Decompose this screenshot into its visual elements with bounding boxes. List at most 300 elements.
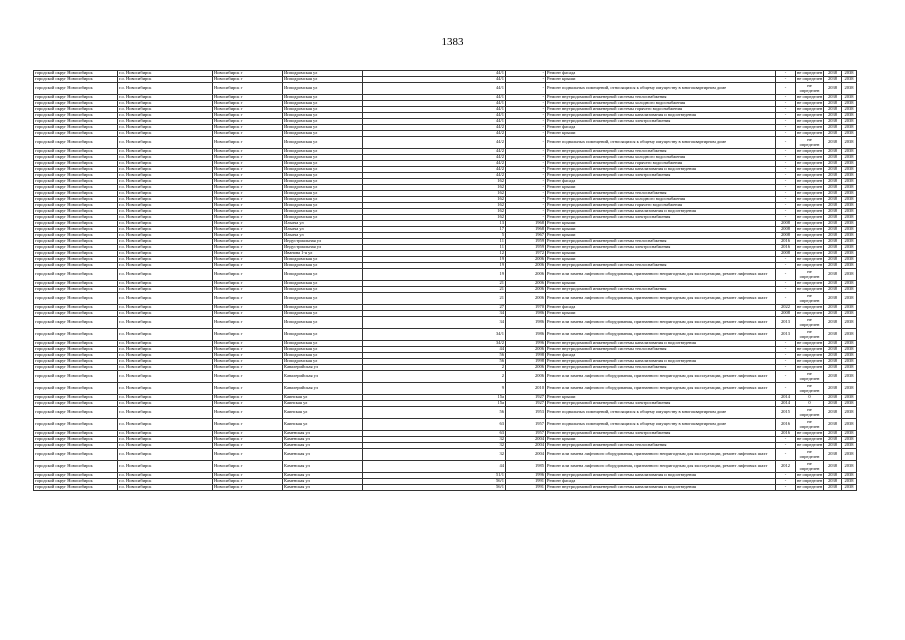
house-number-cell: 15а xyxy=(363,395,506,401)
plan-start-cell: 2038 xyxy=(824,395,842,401)
municipality-cell: городской округ Новосибирск xyxy=(34,347,118,353)
plan-end-cell: 2038 xyxy=(842,479,857,485)
city-district-cell: г.о. Новосибирск xyxy=(118,185,213,191)
last-repair-year-cell: - xyxy=(776,281,796,287)
settlement-cell: Новосибирск г xyxy=(213,101,283,107)
cost-cell: не определен xyxy=(797,124,823,130)
build-year-cell: 1927 xyxy=(506,395,546,401)
work-type-cell: Ремонт внутридомовой инженерной системы канализования и водоотведения xyxy=(546,485,776,491)
last-repair-year-cell: 2016 xyxy=(776,239,796,245)
plan-end-cell: 2038 xyxy=(842,125,857,131)
plan-end-cell: 2038 xyxy=(842,473,857,479)
city-district-cell: г.о. Новосибирск xyxy=(118,125,213,131)
plan-end-cell: 2038 xyxy=(842,401,857,407)
municipality-cell: городской округ Новосибирск xyxy=(34,401,118,407)
work-type-cell: Ремонт фасада xyxy=(546,353,776,359)
city-district-cell: г.о. Новосибирск xyxy=(118,371,213,383)
build-year-cell: 1927 xyxy=(506,401,546,407)
plan-end-cell: 2038 xyxy=(842,107,857,113)
city-district-cell: г.о. Новосибирск xyxy=(118,269,213,281)
work-type-cell: Ремонт внутридомовой инженерной системы канализования и водоотведения xyxy=(546,359,776,365)
house-number-cell: 19 xyxy=(363,263,506,269)
house-number-cell: 21 xyxy=(363,293,506,305)
municipality-cell: городской округ Новосибирск xyxy=(34,305,118,311)
work-type-cell: Ремонт крыши xyxy=(546,395,776,401)
work-type-cell: Ремонт крыши xyxy=(546,227,776,233)
cost-cell: не определен xyxy=(797,478,823,484)
settlement-cell: Новосибирск г xyxy=(213,83,283,95)
municipality-cell: городской округ Новосибирск xyxy=(34,317,118,329)
work-type-cell: Ремонт крыши xyxy=(546,221,776,227)
last-repair-year-cell: 2008 xyxy=(776,251,796,257)
cost-cell: не определен xyxy=(797,256,823,262)
build-year-cell: 1968 xyxy=(506,227,546,233)
work-type-cell: Ремонт или замена лифтового оборудования, признанного непригодным для эксплуатации, ремонт лифтовых шахт xyxy=(546,371,776,383)
house-number-cell: 162 xyxy=(363,185,506,191)
street-cell: Каменская ул xyxy=(283,449,363,461)
municipality-cell: городской округ Новосибирск xyxy=(34,257,118,263)
settlement-cell: Новосибирск г xyxy=(213,161,283,167)
city-district-cell: г.о. Новосибирск xyxy=(118,233,213,239)
last-repair-year-cell: - xyxy=(776,473,796,479)
house-number-cell: 56/1 xyxy=(363,485,506,491)
plan-end-cell: 2038 xyxy=(842,305,857,311)
city-district-cell: г.о. Новосибирск xyxy=(118,353,213,359)
plan-end-cell: 2038 xyxy=(842,185,857,191)
last-repair-year-cell: - xyxy=(776,107,796,113)
last-repair-year-cell: - xyxy=(776,185,796,191)
cost-cell: не определен xyxy=(797,166,823,172)
settlement-cell: Новосибирск г xyxy=(213,371,283,383)
cost-cell: не определен xyxy=(796,83,824,95)
settlement-cell: Новосибирск г xyxy=(213,203,283,209)
plan-start-cell: 2038 xyxy=(824,131,842,137)
cost-cell: не определен xyxy=(797,118,823,124)
street-cell: Ипподромская ул xyxy=(283,197,363,203)
plan-end-cell: 2038 xyxy=(842,485,857,491)
build-year-cell: 2006 xyxy=(506,257,546,263)
municipality-cell: городской округ Новосибирск xyxy=(34,263,118,269)
last-repair-year-cell: 2013 xyxy=(776,317,796,329)
street-cell: Кавалерийская ул xyxy=(283,383,363,395)
settlement-cell: Новосибирск г xyxy=(213,251,283,257)
house-number-cell: 21 xyxy=(363,287,506,293)
street-cell: Ильича ул xyxy=(283,221,363,227)
build-year-cell: - xyxy=(506,107,546,113)
build-year-cell: - xyxy=(506,101,546,107)
plan-start-cell: 2038 xyxy=(824,257,842,263)
city-district-cell: г.о. Новосибирск xyxy=(118,83,213,95)
street-cell: Ипподромская ул xyxy=(283,119,363,125)
city-district-cell: г.о. Новосибирск xyxy=(118,203,213,209)
last-repair-year-cell: - xyxy=(776,101,796,107)
last-repair-year-cell: 2008 xyxy=(776,227,796,233)
street-cell: Ипподромская ул xyxy=(283,155,363,161)
work-type-cell: Ремонт внутридомовой инженерной системы теплоснабжения xyxy=(546,149,776,155)
city-district-cell: г.о. Новосибирск xyxy=(118,347,213,353)
last-repair-year-cell: - xyxy=(776,479,796,485)
last-repair-year-cell: - xyxy=(776,149,796,155)
work-type-cell: Ремонт подвальных помещений, относящихся к общему имуществу в многоквартирном доме xyxy=(546,137,776,149)
table-row xyxy=(34,329,857,341)
build-year-cell: - xyxy=(506,191,546,197)
street-cell: Каменская ул xyxy=(283,437,363,443)
city-district-cell: г.о. Новосибирск xyxy=(118,101,213,107)
municipality-cell: городской округ Новосибирск xyxy=(34,449,118,461)
municipality-cell: городской округ Новосибирск xyxy=(34,461,118,473)
house-number-cell: 32 xyxy=(363,437,506,443)
plan-start-cell: 2038 xyxy=(824,221,842,227)
house-number-cell: 5 xyxy=(363,233,506,239)
house-number-cell: 19 xyxy=(363,269,506,281)
work-type-cell: Ремонт крыши xyxy=(546,185,776,191)
cost-cell: не определен xyxy=(797,250,823,256)
cost-cell: не определен xyxy=(796,383,824,395)
street-cell: Каменская ул xyxy=(283,431,363,437)
build-year-cell: 1972 xyxy=(506,251,546,257)
settlement-cell: Новосибирск г xyxy=(213,485,283,491)
plan-start-cell: 2038 xyxy=(824,269,842,281)
city-district-cell: г.о. Новосибирск xyxy=(118,77,213,83)
table-row xyxy=(34,383,857,395)
plan-end-cell: 2038 xyxy=(842,431,857,437)
house-number-cell: 34/1 xyxy=(363,329,506,341)
build-year-cell: 1959 xyxy=(506,245,546,251)
build-year-cell: 1991 xyxy=(506,485,546,491)
house-number-cell: 162 xyxy=(363,197,506,203)
settlement-cell: Новосибирск г xyxy=(213,401,283,407)
work-type-cell: Ремонт или замена лифтового оборудования, признанного непригодным для эксплуатации, ремонт лифтовых шахт xyxy=(546,317,776,329)
municipality-cell: городской округ Новосибирск xyxy=(34,341,118,347)
settlement-cell: Новосибирск г xyxy=(213,179,283,185)
settlement-cell: Новосибирск г xyxy=(213,191,283,197)
build-year-cell: 1986 xyxy=(506,311,546,317)
city-district-cell: г.о. Новосибирск xyxy=(118,305,213,311)
street-cell: Ипподромская ул xyxy=(283,257,363,263)
build-year-cell: - xyxy=(506,137,546,149)
house-number-cell: 162 xyxy=(363,191,506,197)
plan-start-cell: 2038 xyxy=(824,443,842,449)
settlement-cell: Новосибирск г xyxy=(213,77,283,83)
house-number-cell: 162 xyxy=(363,203,506,209)
cost-cell: не определен xyxy=(797,190,823,196)
settlement-cell: Новосибирск г xyxy=(213,263,283,269)
city-district-cell: г.о. Новосибирск xyxy=(118,449,213,461)
build-year-cell: - xyxy=(506,113,546,119)
street-cell: Ипподромская ул xyxy=(283,263,363,269)
build-year-cell: - xyxy=(506,179,546,185)
cost-cell: не определен xyxy=(796,407,824,419)
city-district-cell: г.о. Новосибирск xyxy=(118,257,213,263)
street-cell: Каменская ул xyxy=(283,485,363,491)
work-type-cell: Ремонт крыши xyxy=(546,281,776,287)
house-number-cell: 44/1 xyxy=(363,101,506,107)
house-number-cell: 12 xyxy=(363,251,506,257)
last-repair-year-cell: - xyxy=(776,449,796,461)
house-number-cell: 44 xyxy=(363,461,506,473)
table-row xyxy=(34,419,857,431)
street-cell: Ипподромская ул xyxy=(283,359,363,365)
plan-start-cell: 2038 xyxy=(824,371,842,383)
city-district-cell: г.о. Новосибирск xyxy=(118,107,213,113)
plan-end-cell: 2038 xyxy=(842,449,857,461)
settlement-cell: Новосибирск г xyxy=(213,449,283,461)
cost-cell: не определен xyxy=(797,262,823,268)
city-district-cell: г.о. Новосибирск xyxy=(118,179,213,185)
street-cell: Ипподромская ул xyxy=(283,113,363,119)
build-year-cell: - xyxy=(506,161,546,167)
build-year-cell: - xyxy=(506,173,546,179)
capital-repair-table xyxy=(33,70,857,491)
plan-end-cell: 2038 xyxy=(842,161,857,167)
last-repair-year-cell: - xyxy=(776,485,796,491)
cost-cell: не определен xyxy=(797,214,823,220)
last-repair-year-cell: - xyxy=(776,167,796,173)
house-number-cell: 56/1 xyxy=(363,479,506,485)
last-repair-year-cell: 2008 xyxy=(776,311,796,317)
municipality-cell: городской округ Новосибирск xyxy=(34,329,118,341)
build-year-cell: 1953 xyxy=(506,407,546,419)
work-type-cell: Ремонт подвальных помещений, относящихся к общему имуществу в многоквартирном доме xyxy=(546,407,776,419)
page-number: 1383 xyxy=(441,36,464,48)
cost-cell: не определен xyxy=(797,154,823,160)
municipality-cell: городской округ Новосибирск xyxy=(34,353,118,359)
work-type-cell: Ремонт внутридомовой инженерной системы холодного водоснабжения xyxy=(546,197,776,203)
settlement-cell: Новосибирск г xyxy=(213,359,283,365)
last-repair-year-cell: - xyxy=(776,113,796,119)
cost-cell: не определен xyxy=(796,419,824,431)
plan-end-cell: 2038 xyxy=(842,227,857,233)
municipality-cell: городской округ Новосибирск xyxy=(34,407,118,419)
city-district-cell: г.о. Новосибирск xyxy=(118,197,213,203)
last-repair-year-cell: 2012 xyxy=(776,461,796,473)
city-district-cell: г.о. Новосибирск xyxy=(118,113,213,119)
build-year-cell: - xyxy=(506,197,546,203)
last-repair-year-cell: - xyxy=(776,215,796,221)
work-type-cell: Ремонт внутридомовой инженерной системы электроснабжения xyxy=(546,173,776,179)
settlement-cell: Новосибирск г xyxy=(213,185,283,191)
street-cell: Ипподромская ул xyxy=(283,311,363,317)
plan-end-cell: 2038 xyxy=(842,365,857,371)
last-repair-year-cell: - xyxy=(776,341,796,347)
build-year-cell: - xyxy=(506,167,546,173)
last-repair-year-cell: - xyxy=(776,269,796,281)
city-district-cell: г.о. Новосибирск xyxy=(118,443,213,449)
build-year-cell: 2006 xyxy=(506,263,546,269)
municipality-cell: городской округ Новосибирск xyxy=(34,71,118,77)
cost-cell: не определен xyxy=(797,346,823,352)
plan-start-cell: 2038 xyxy=(824,197,842,203)
settlement-cell: Новосибирск г xyxy=(213,119,283,125)
municipality-cell: городской округ Новосибирск xyxy=(34,191,118,197)
house-number-cell: 2 xyxy=(363,365,506,371)
house-number-cell: 11 xyxy=(363,245,506,251)
plan-start-cell: 2038 xyxy=(824,365,842,371)
municipality-cell: городской округ Новосибирск xyxy=(34,203,118,209)
settlement-cell: Новосибирск г xyxy=(213,221,283,227)
last-repair-year-cell: - xyxy=(776,371,796,383)
plan-end-cell: 2038 xyxy=(842,371,857,383)
settlement-cell: Новосибирск г xyxy=(213,257,283,263)
municipality-cell: городской округ Новосибирск xyxy=(34,473,118,479)
city-district-cell: г.о. Новосибирск xyxy=(118,287,213,293)
house-number-cell: 44/1 xyxy=(363,77,506,83)
table-row xyxy=(34,317,857,329)
cost-cell: не определен xyxy=(796,329,824,341)
last-repair-year-cell: - xyxy=(776,209,796,215)
municipality-cell: городской округ Новосибирск xyxy=(34,239,118,245)
municipality-cell: городской округ Новосибирск xyxy=(34,197,118,203)
street-cell: Ипподромская ул xyxy=(283,203,363,209)
city-district-cell: г.о. Новосибирск xyxy=(118,437,213,443)
work-type-cell: Ремонт внутридомовой инженерной системы электроснабжения xyxy=(546,215,776,221)
plan-start-cell: 2038 xyxy=(824,101,842,107)
street-cell: Ипподромская ул xyxy=(283,137,363,149)
plan-start-cell: 2038 xyxy=(824,161,842,167)
cost-cell: не определен xyxy=(797,244,823,250)
work-type-cell: Ремонт крыши xyxy=(546,437,776,443)
work-type-cell: Ремонт внутридомовой инженерной системы теплоснабжения xyxy=(546,191,776,197)
street-cell: Ипподромская ул xyxy=(283,341,363,347)
house-number-cell: 63 xyxy=(363,419,506,431)
last-repair-year-cell: - xyxy=(776,191,796,197)
street-cell: Ипподромская ул xyxy=(283,179,363,185)
work-type-cell: Ремонт внутридомовой инженерной системы канализования и водоотведения xyxy=(546,167,776,173)
build-year-cell: 2010 xyxy=(506,383,546,395)
house-number-cell: 44/1 xyxy=(363,95,506,101)
city-district-cell: г.о. Новосибирск xyxy=(118,485,213,491)
last-repair-year-cell: - xyxy=(776,131,796,137)
build-year-cell: 1986 xyxy=(506,329,546,341)
work-type-cell: Ремонт внутридомовой инженерной системы теплоснабжения xyxy=(546,263,776,269)
last-repair-year-cell: 2015 xyxy=(776,407,796,419)
municipality-cell: городской округ Новосибирск xyxy=(34,119,118,125)
street-cell: Ипподромская ул xyxy=(283,125,363,131)
work-type-cell: Ремонт фасада xyxy=(546,179,776,185)
work-type-cell: Ремонт крыши xyxy=(546,131,776,137)
work-type-cell: Ремонт внутридомовой инженерной системы теплоснабжения xyxy=(546,443,776,449)
plan-end-cell: 2038 xyxy=(842,257,857,263)
settlement-cell: Новосибирск г xyxy=(213,149,283,155)
municipality-cell: городской округ Новосибирск xyxy=(34,371,118,383)
city-district-cell: г.о. Новосибирск xyxy=(118,71,213,77)
work-type-cell: Ремонт или замена лифтового оборудования, признанного непригодным для эксплуатации, ремонт лифтовых шахт xyxy=(546,461,776,473)
house-number-cell: 34 xyxy=(363,317,506,329)
work-type-cell: Ремонт подвальных помещений, относящихся к общему имуществу в многоквартирном доме xyxy=(546,419,776,431)
street-cell: Каинская ул xyxy=(283,401,363,407)
cost-cell: не определен xyxy=(797,160,823,166)
work-type-cell: Ремонт крыши xyxy=(546,233,776,239)
last-repair-year-cell: - xyxy=(776,83,796,95)
municipality-cell: городской округ Новосибирск xyxy=(34,293,118,305)
build-year-cell: - xyxy=(506,203,546,209)
plan-end-cell: 2038 xyxy=(842,77,857,83)
work-type-cell: Ремонт внутридомовой инженерной системы электроснабжения xyxy=(546,245,776,251)
cost-cell: не определен xyxy=(796,461,824,473)
work-type-cell: Ремонт внутридомовой инженерной системы теплоснабжения xyxy=(546,347,776,353)
city-district-cell: г.о. Новосибирск xyxy=(118,419,213,431)
last-repair-year-cell: - xyxy=(776,203,796,209)
city-district-cell: г.о. Новосибирск xyxy=(118,365,213,371)
plan-end-cell: 2038 xyxy=(842,251,857,257)
plan-start-cell: 2038 xyxy=(824,407,842,419)
house-number-cell: 44/2 xyxy=(363,173,506,179)
settlement-cell: Новосибирск г xyxy=(213,479,283,485)
house-number-cell: 56 xyxy=(363,353,506,359)
table-row xyxy=(34,407,857,419)
settlement-cell: Новосибирск г xyxy=(213,227,283,233)
work-type-cell: Ремонт внутридомовой инженерной системы холодного водоснабжения xyxy=(546,155,776,161)
plan-end-cell: 2038 xyxy=(842,407,857,419)
build-year-cell: 2006 xyxy=(506,281,546,287)
plan-start-cell: 2038 xyxy=(824,479,842,485)
plan-end-cell: 2038 xyxy=(842,179,857,185)
city-district-cell: г.о. Новосибирск xyxy=(118,263,213,269)
city-district-cell: г.о. Новосибирск xyxy=(118,215,213,221)
municipality-cell: городской округ Новосибирск xyxy=(34,161,118,167)
plan-end-cell: 2038 xyxy=(842,101,857,107)
cost-cell: не определен xyxy=(797,184,823,190)
plan-end-cell: 2038 xyxy=(842,245,857,251)
city-district-cell: г.о. Новосибирск xyxy=(118,95,213,101)
plan-start-cell: 2038 xyxy=(824,347,842,353)
settlement-cell: Новосибирск г xyxy=(213,173,283,179)
street-cell: Каинская ул xyxy=(283,407,363,419)
plan-end-cell: 2038 xyxy=(842,353,857,359)
house-number-cell: 11 xyxy=(363,239,506,245)
cost-cell: не определен xyxy=(797,358,823,364)
plan-start-cell: 2038 xyxy=(824,155,842,161)
work-type-cell: Ремонт фасада xyxy=(546,71,776,77)
settlement-cell: Новосибирск г xyxy=(213,113,283,119)
house-number-cell: 32 xyxy=(363,443,506,449)
build-year-cell: - xyxy=(506,209,546,215)
build-year-cell: 1967 xyxy=(506,233,546,239)
settlement-cell: Новосибирск г xyxy=(213,383,283,395)
municipality-cell: городской округ Новосибирск xyxy=(34,125,118,131)
city-district-cell: г.о. Новосибирск xyxy=(118,155,213,161)
municipality-cell: городской округ Новосибирск xyxy=(34,101,118,107)
plan-start-cell: 2038 xyxy=(824,107,842,113)
settlement-cell: Новосибирск г xyxy=(213,239,283,245)
settlement-cell: Новосибирск г xyxy=(213,197,283,203)
last-repair-year-cell: - xyxy=(776,155,796,161)
last-repair-year-cell: 2022 xyxy=(776,305,796,311)
build-year-cell: 2004 xyxy=(506,443,546,449)
municipality-cell: городской округ Новосибирск xyxy=(34,83,118,95)
build-year-cell: 1996 xyxy=(506,473,546,479)
table-body xyxy=(34,71,857,491)
build-year-cell: - xyxy=(506,83,546,95)
plan-start-cell: 2038 xyxy=(824,401,842,407)
plan-start-cell: 2038 xyxy=(824,125,842,131)
table-row xyxy=(34,137,857,149)
plan-end-cell: 2038 xyxy=(842,191,857,197)
municipality-cell: городской округ Новосибирск xyxy=(34,437,118,443)
house-number-cell: 51/1 xyxy=(363,473,506,479)
house-number-cell: 34 xyxy=(363,311,506,317)
work-type-cell: Ремонт внутридомовой инженерной системы канализования и водоотведения xyxy=(546,113,776,119)
house-number-cell: 44/1 xyxy=(363,119,506,125)
build-year-cell: 2004 xyxy=(506,437,546,443)
house-number-cell: 34/2 xyxy=(363,341,506,347)
street-cell: Каинская ул xyxy=(283,419,363,431)
plan-end-cell: 2038 xyxy=(842,131,857,137)
work-type-cell: Ремонт или замена лифтового оборудования, признанного непригодным для эксплуатации, ремонт лифтовых шахт xyxy=(546,449,776,461)
build-year-cell: 2006 xyxy=(506,269,546,281)
house-number-cell: 162 xyxy=(363,209,506,215)
build-year-cell: 1957 xyxy=(506,431,546,437)
